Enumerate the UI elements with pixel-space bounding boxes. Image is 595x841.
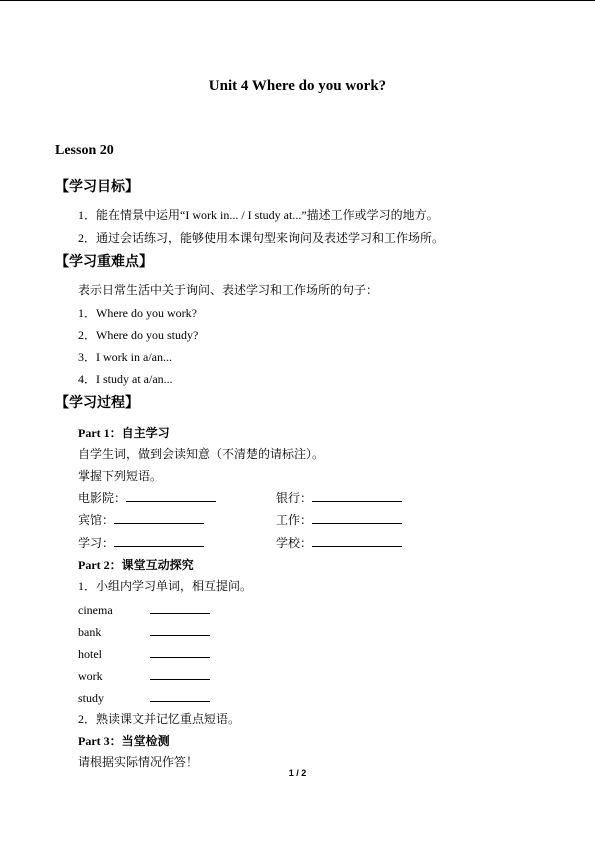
vocab-label: 学校： bbox=[276, 536, 313, 550]
answer-blank[interactable] bbox=[312, 534, 402, 547]
vocab-label: 银行： bbox=[276, 491, 313, 505]
vocab-item-school bbox=[276, 534, 402, 551]
answer-blank[interactable] bbox=[150, 601, 210, 614]
part2-instruction-2: 2．熟读课文并记忆重点短语。 bbox=[78, 712, 241, 726]
word-label: hotel bbox=[78, 647, 102, 661]
vocab-label: 工作： bbox=[276, 513, 313, 527]
answer-blank[interactable] bbox=[150, 689, 210, 702]
section-process-heading: 【学习过程】 bbox=[55, 396, 139, 411]
answer-blank[interactable] bbox=[114, 511, 204, 524]
vocab-item-cinema bbox=[78, 489, 216, 506]
part2-heading: Part 2：课堂互动探究 bbox=[78, 558, 194, 572]
answer-blank[interactable] bbox=[312, 489, 402, 502]
word-label: work bbox=[78, 669, 103, 683]
word-row-hotel bbox=[78, 645, 210, 662]
word-label: bank bbox=[78, 625, 102, 639]
key-point-item-1: 1．Where do you work? bbox=[78, 306, 197, 320]
goal-item-1: 1．能在情景中运用“I work in... / I study at...”描述工作或学习的地方。 bbox=[78, 208, 439, 222]
answer-blank[interactable] bbox=[150, 623, 210, 636]
vocab-item-work bbox=[276, 511, 402, 528]
section-goals-heading: 【学习目标】 bbox=[55, 180, 139, 195]
lesson-heading: Lesson 20 bbox=[55, 143, 114, 158]
vocab-item-bank bbox=[276, 489, 402, 506]
header-rule bbox=[0, 0, 595, 1]
page-number: 1 / 2 bbox=[288, 768, 307, 778]
word-label: cinema bbox=[78, 603, 113, 617]
vocab-label: 学习： bbox=[78, 536, 115, 550]
part1-instruction-1: 自学生词，做到会读知意（不清楚的请标注）。 bbox=[78, 447, 325, 461]
page-title: Unit 4 Where do you work? bbox=[208, 78, 387, 94]
part3-instruction: 请根据实际情况作答！ bbox=[78, 755, 199, 769]
vocab-label: 宾馆： bbox=[78, 513, 115, 527]
vocab-item-study bbox=[78, 534, 204, 551]
part2-instruction-1: 1．小组内学习单词，相互提问。 bbox=[78, 579, 253, 593]
word-label: study bbox=[78, 691, 105, 705]
part1-instruction-2: 掌握下列短语。 bbox=[78, 469, 163, 483]
key-point-item-3: 3．I work in a/an... bbox=[78, 350, 172, 364]
key-point-item-4: 4．I study at a/an... bbox=[78, 372, 173, 386]
part1-heading: Part 1：自主学习 bbox=[78, 426, 170, 440]
word-row-study bbox=[78, 689, 210, 706]
part3-heading: Part 3：当堂检测 bbox=[78, 734, 170, 748]
answer-blank[interactable] bbox=[312, 511, 402, 524]
key-point-item-2: 2．Where do you study? bbox=[78, 328, 199, 342]
key-points-intro: 表示日常生活中关于询问、表述学习和工作场所的句子： bbox=[78, 283, 379, 297]
word-row-work bbox=[78, 667, 210, 684]
answer-blank[interactable] bbox=[126, 489, 216, 502]
vocab-label: 电影院： bbox=[78, 491, 127, 505]
vocab-item-hotel bbox=[78, 511, 204, 528]
answer-blank[interactable] bbox=[150, 667, 210, 680]
word-row-cinema bbox=[78, 601, 210, 618]
word-row-bank bbox=[78, 623, 210, 640]
answer-blank[interactable] bbox=[150, 645, 210, 658]
section-key-points-heading: 【学习重难点】 bbox=[55, 255, 153, 270]
answer-blank[interactable] bbox=[114, 534, 204, 547]
goal-item-2: 2．通过会话练习，能够使用本课句型来询问及表述学习和工作场所。 bbox=[78, 231, 445, 245]
